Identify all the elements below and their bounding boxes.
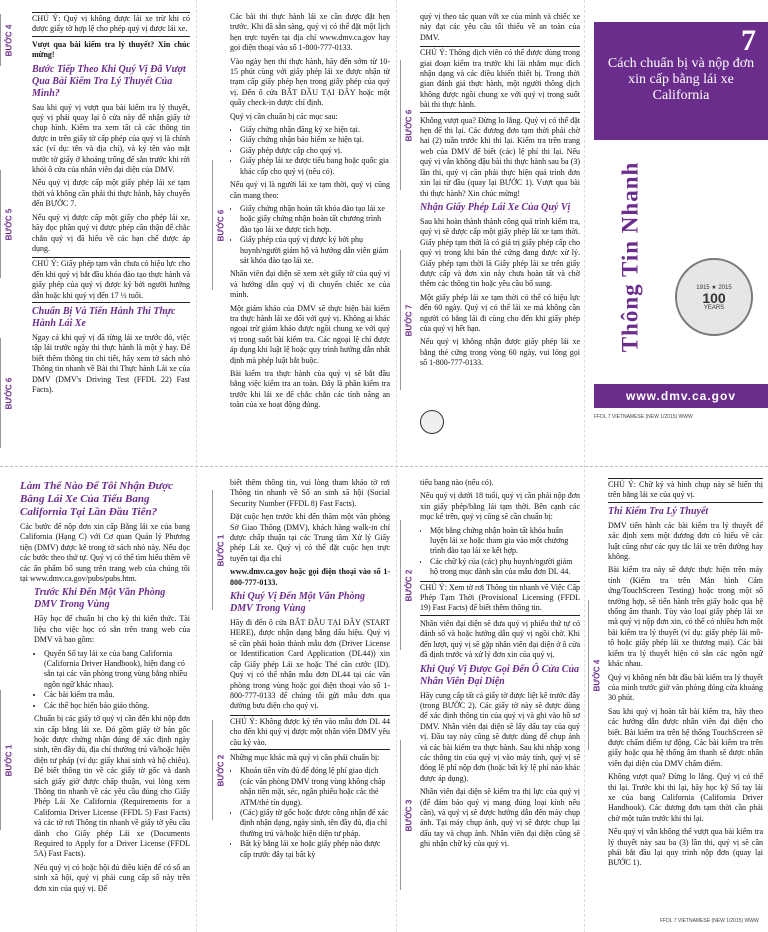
paragraph: Nhân viên đại diện sẽ xem xét giấy tờ của quý vị và hướng dẫn quý vị di chuyển chiếc xe của mình. (230, 269, 390, 300)
list-item: • (Các) giấy tờ gốc hoặc được công nhận để xác định nhận dạng, ngày sinh, tên đầy đủ, địa chỉ thường trú và/hoặc hiện diện tư pháp. (240, 808, 390, 839)
panel-e (230, 478, 390, 928)
paragraph: www.dmv.ca.gov hoặc gọi điện thoại vào số 1-800-777-0133. (230, 567, 390, 587)
paragraph: DMV tiến hành các bài kiểm tra lý thuyết để xác định xem một đương đơn có hiểu về các luật cũng như các quy tắc lái xe trên đường hay không. (608, 520, 763, 562)
fold-line-3 (584, 0, 585, 932)
list-item: • Giấy chứng nhận đăng ký xe hiện tại. (240, 125, 390, 135)
paragraph: Quý vị cần chuẩn bị các mục sau: (230, 111, 338, 121)
step-strip-7: BƯỚC 7 (400, 250, 417, 390)
paragraph: Đặt cuộc hẹn trước khi đến thăm một văn phòng Sở Giao Thông (DMV), khách hàng walk-in chỉ được chấp thuận tại các Trung tâm Xử lý Giấy phép Lái xe. Quý vị có thể đặt cuộc hẹn trực tuyến tại địa chỉ (230, 512, 390, 563)
paragraph: Nhân viên đại diện sẽ đưa quý vị phiếu thứ tự có đánh số và hoặc hướng dẫn quý vị ngồi chờ. Khi đến lượt, quý vị sẽ gặp nhân viên đại diện ở ô cửa đã định trước và xử lý đơn xin của quý vị. (420, 618, 580, 660)
step-strip-4-bottom: BƯỚC 4 (588, 600, 605, 750)
heading-how-to-get-license: Làm Thế Nào Để Tôi Nhận Được Bằng Lái Xe Của Tiểu Bang California Tại Lần Đầu Tiên? (20, 480, 174, 518)
provisional-items-list (420, 526, 580, 578)
paragraph: Không vượt qua? Đừng lo lắng. Quý vị có thể đặt hẹn để thi lại. Các đương đơn tạm thời phải chờ hai (2) tuần trước khi thi lại. Kiểm tra trên trang web của DMV để biết (các) lệ phí thi lại. Nếu quý vị vẫn không đậu bài thi thực hành sau ba (3) lần thi, quý vị cần phải thực hiện quá trình đơn xin lại từ đầu (quay lại BƯỚC 1). Vượt qua bài thi thực hành? Xin chúc mừng! (420, 115, 580, 198)
panel-b (230, 12, 390, 452)
cover-side-title: Thông Tin Nhanh (617, 161, 643, 353)
paragraph: Nếu quý vị không nhận được giấy phép lái xe bằng thẻ cứng trong vòng 60 ngày, vui lòng gọi số 1-800-777-0133. (420, 337, 580, 368)
note-interpreter: CHÚ Ý: Thông dịch viên có thể được dùng trong giai đoạn kiểm tra trước khi lái nhằm mục đích nhận dạng và các điều khiển thiết bị. Trong thời gian đánh giá thực hành, một người thông dịch không được ngồi chung xe với quý vị trong suốt bài thi thực hành. (420, 46, 580, 112)
step-strip-6-left: BƯỚC 6 (0, 338, 17, 448)
paragraph: Sau khi quý vị vượt qua bài kiểm tra lý thuyết, quý vị phải quay lại ô cửa này để nhận giấy tờ chụp hình. Kiểm tra xem tất cả các thông tin được in trên giấy tờ cấp phép của quý vị là chính xác (ví dụ: tên và địa chỉ), và ký tên vào mặt trước tờ giấy ở khoảng trống để sẵn trước khi rời khỏi ô cửa của nhân viên đại diện của DMV. (32, 102, 190, 175)
cover-number: 7 (741, 24, 756, 57)
list-item: • Các bài kiểm tra mẫu. (44, 690, 190, 700)
paragraph: Ngay cả khi quý vị đã từng lái xe trước đó, việc tập lái trước ngày thi thực hành là một ý hay. Để biết thêm thông tin chi tiết, hãy xem tờ sách nhỏ Thông tin nhanh về Bài thi Thực hành Lái xe của DMV (DMV's Driving Test (FFDL 22) Fast Facts). (32, 332, 190, 394)
step-strip-5: BƯỚC 5 (0, 170, 17, 278)
list-item: • Giấy phép của quý vị được ký bởi phụ huynh/người giám hộ và hướng dẫn viên giám sát khóa đào tạo lái xe. (240, 235, 390, 266)
panel-c (420, 12, 580, 407)
heading-get-license: Nhận Giấy Phép Lái Xe Của Quý Vị (420, 201, 571, 213)
step-strip-3: BƯỚC 3 (400, 740, 417, 890)
paragraph: Hãy đi đến ô cửa BẮT ĐẦU TẠI ĐÂY (START HERE), được nhận dạng bằng dấu hiệu. Quý vị sẽ cần phải hoàn thành mẫu đơn (Driver License or Identification Card Application (DL44)) xin cấp Giấy phép Lái xe hoặc Thẻ căn cước (ID). Quý vị có thể nhận mẫu đơn DL44 tại các văn phòng trong vùng hoặc gọi điện thoại vào số 1-800-777-0133 để chúng tôi gửi mẫu đơn qua đường bưu điện cho quý vị. (230, 618, 390, 711)
list-item: • Các chữ ký của (các) phụ huynh/người giám hộ trong mục dành sẵn của mẫu đơn DL 44. (430, 557, 580, 578)
paragraph: Bài kiểm tra thực hành của quý vị sẽ bắt đầu bằng việc kiểm tra an toàn. Đây là phần kiểm tra trước khi lái xe để chắc chắn các tính năng an toàn của xe hoạt động đúng. (230, 369, 390, 410)
panel-a (32, 12, 190, 462)
paragraph: Hãy cung cấp tất cả giấy tờ được liệt kê trước đây (trong BƯỚC 2). Các giấy tờ này sẽ được dùng để xác định thông tin của quý vị và ghi vào hồ sơ DMV. Nhân viên đại diện sẽ lấy dấu tay của quý vị. Đầu tay này cũng sẽ được dùng để chụp ảnh và các bài kiểm tra thực hành. Sau khi nhập xong các thông tin của quý vị vào máy tính, quý vị sẽ đóng lệ phí nộp đơn (hoặc bất kỳ lệ phí nào khác được áp dụng). (420, 690, 580, 783)
heading-drive-test: Chuẩn Bị Và Tiến Hành Thi Thực Hành Lái Xe (32, 305, 176, 329)
list-item: • Giấy phép lái xe được tiểu bang hoặc quốc gia khác cấp cho quý vị (nếu có). (240, 156, 390, 177)
note-permit: CHÚ Ý: Giấy phép tạm vẫn chưa có hiệu lực cho đến khi quý vị bắt đầu khóa đào tạo thực hành và giấy phép của quý vị được ký bởi người hướng dẫn hoặc khi quý vị đến 17 ½ tuổi. (32, 257, 190, 303)
step-strip-6-mid: BƯỚC 6 (212, 160, 229, 290)
paragraph: Các bước để nộp đơn xin cấp Bằng lái xe của bang California (Hạng C) với Cơ quan Quản lý Phương tiện (DMV) được kê trong tờ sách nhỏ này. Nếu đọc các bước theo thứ tự. Quý vị có thể tìm hiểu thêm về các ấn phẩm bổ sung trên trang web của chúng tôi tại www.dmv.ca.gov/pubs/pubs.htm. (20, 522, 190, 584)
fold-line-1 (196, 0, 197, 932)
cover-footer: FFDL 7 VIETNAMESE (NEW 1/2015) WWW (594, 414, 693, 420)
dmv-100-years-badge-icon: 1915 ★ 2015 100 YEARS (675, 258, 753, 336)
horizontal-fold (0, 466, 768, 467)
paragraph: biết thêm thông tin, vui lòng tham khảo tờ rơi Thông tin nhanh về Số an sinh xã hội (Social Security Number (FFDL 8) Fast Facts). (230, 478, 390, 508)
step-strip-6-right: BƯỚC 6 (400, 60, 417, 190)
list-item: • Khoản tiền vừa đủ để đóng lệ phí giao dịch (các văn phòng DMV trong vùng không chấp nhận tiền mặt, séc, ngân phiếu hoặc các thẻ ATM/thẻ tín dụng). (240, 766, 390, 808)
heading-at-dmv-office: Khi Quý Vị Đến Một Văn Phòng DMV Trong Vùng (230, 591, 366, 615)
california-seal-icon (420, 410, 444, 434)
step-strip-2-mid: BƯỚC 2 (212, 720, 229, 820)
step-strip-4-top: BƯỚC 4 (0, 14, 17, 66)
paragraph: Sau khi hoàn thành thành công quá trình kiểm tra, quý vị sẽ được cấp một giấy phép lái xe tạm thời. Giấy phép tạm thời là có giá trị giấy phép cấp cho quý vị trong khi bản thẻ cứng đang được xử lý. Giấy phép tạm thời là Giấy phép lái xe trên giấy được cấp và đơn xin này chưa hoàn tất và chờ thêm các thông tin hoặc yêu cầu bổ sung. (420, 216, 580, 289)
items-list (230, 766, 390, 860)
paragraph: Nếu quý vị dưới 18 tuổi, quý vị cần phải nộp đơn xin giấy phép/bằng lái tạm thời. Bên cạnh các mục kể trên, quý vị cũng sẽ cần chuẩn bị: (420, 491, 580, 522)
heading-called-to-window: Khi Quý Vị Được Gọi Đến Ô Cửa Của Nhân Viên Đại Diện (420, 663, 580, 687)
bottom-footer: FFDL 7 VIETNAMESE (NEW 1/2015) WWW (660, 918, 759, 924)
note-signature-photo: CHÚ Ý: Chữ ký và hình chụp này sẽ hiển thị trên bằng lái xe của quý vị. (608, 478, 763, 503)
study-materials-list (34, 649, 190, 711)
paragraph: Những mục khác mà quý vị cần phải chuẩn bị: (230, 752, 380, 762)
paragraph: Bài kiểm tra này sẽ được thực hiện trên máy tính (Kiểm tra trên Màn hình Cảm ứng/TouchScreen Testing) hoặc trong một số trường hợp, sẽ tiến hành trên giấy hoặc qua hệ thống âm thanh. Tùy vào loại giấy phép lái xe mà quý vị nộp đơn xin, có thể có nhiều hơn một bài kiểm tra lý thuyết (ví dụ: giấy phép lái mô-tô hoặc giấy phép lái xe thương mại). Các bài kiểm tra lý thuyết hiện có sẵn các ngôn ngữ khác nhau. (608, 565, 763, 669)
note-license-validity: CHÚ Ý: Quý vị không được lái xe trừ khi có được giấy tờ hợp lệ cho phép quý vị được lái xe. (32, 12, 190, 37)
heading-after-knowledge-test: Bước Tiếp Theo Khi Quý Vị Đã Vượt Qua Bài Kiểm Tra Lý Thuyết Của Mình? (32, 63, 186, 99)
step-strip-2-right: BƯỚC 2 (400, 520, 417, 650)
paragraph: Nếu quý vị là người lái xe tạm thời, quý vị cũng cần mang theo: (230, 180, 390, 200)
paragraph: Không vượt qua? Đừng lo lắng. Quý vị có thể thi lại. Trước khi thi lại, hãy học kỹ Sổ tay lái xe của bang California (California Driver Handbook). Các đương đơn tạm thời cần phải chờ một tuần trước khi thi lại. (608, 772, 763, 823)
panel-d (20, 478, 190, 928)
step-strip-1-left: BƯỚC 1 (0, 690, 17, 830)
passed-question: Vượt qua bài kiểm tra lý thuyết? Xin chúc mừng! (32, 39, 190, 60)
paragraph: Nếu quý vị được cấp một giấy phép lái xe tạm thời và không cần phải thi thực hành, hãy chuyển đến BƯỚC 7. (32, 178, 190, 209)
heading-knowledge-test: Thi Kiểm Tra Lý Thuyết (608, 505, 709, 517)
list-item: • Giấy phép được cấp cho quý vị. (240, 146, 390, 156)
paragraph: quý vị theo tác quan với xe của mình và chiếc xe này đạt các yêu cầu tối thiểu về an toàn của DMV. (420, 12, 580, 42)
cover-banner (594, 22, 768, 140)
paragraph: Quý vị không nên bắt đầu bài kiểm tra lý thuyết của mình trước giờ văn phòng đóng cửa khoảng 30 phút. (608, 672, 763, 703)
step-strip-1-mid: BƯỚC 1 (212, 490, 229, 610)
paragraph: Nhân viên đại diện sẽ kiểm tra thị lực của quý vị (để đảm bảo quý vị mang đúng loại kính nếu cần), và quý vị sẽ được hướng dẫn đến máy chụp ảnh. Tại máy chụp ảnh, quý vị sẽ được chụp lại dấu tay và chụp ảnh. Nhân viên đại diện cũng sẽ ghi nhận chữ ký của quý vị. (420, 787, 580, 849)
list-item: • Quyển Sổ tay lái xe của bang California (California Driver Handbook), hiện đang có sẵn tại các văn phòng trong vùng bằng nhiều ngôn ngữ khác nhau). (44, 649, 190, 691)
paragraph: Sau khi quý vị hoàn tất bài kiểm tra, hãy theo các hướng dẫn được nhân viên đại diện cho biết. Bài kiểm tra trên hệ thống TouchScreen sẽ được chấm điểm tự động. Các bài kiểm tra trên giấy hoặc qua hệ thống âm thanh sẽ được nhân viên đại diện của DMV chấm điểm. (608, 706, 763, 768)
list-item: • Giấy chứng nhận hoàn tất khóa đào tạo lái xe hoặc giấy chứng nhận hoàn tất chương trình đào tạo lái xe được tích hợp. (240, 204, 390, 235)
paragraph: Chuẩn bị các giấy tờ quý vị cần đến khi nộp đơn xin cấp bằng lái xe. Đó gồm giấy tờ bản gốc hoặc được chứng nhận đúng để xác định ngày sinh, tên đầy đủ, địa chỉ thường trú và/hoặc hiện diện tư pháp (ví dụ: giấy khai sinh và hộ chiếu). Để biết thông tin về các giấy tờ gốc và danh sách giấy giờ được chấp thuận, vui lòng xem Thông tin nhanh về các yêu cầu đúng cho Giấy Phép Lái Xe California (Requirements for a California Driver License (FFDL 5) Fast Facts) và các tờ rơi Thông tin nhanh về giấy tờ yêu cầu dành cho Giấy phép Lái xe (Documents Required to Apply for a Driver License (FFDL 5A) Fast Facts). (34, 714, 190, 859)
paragraph: Hãy học để chuẩn bị cho kỳ thi kiến thức. Tài liệu cho việc học có sẵn trên trang web của DMV và bao gồm: (34, 614, 190, 645)
list-item: • Các thể học hiển báo giáo thông. (44, 701, 190, 711)
paragraph: Nếu quý vị vẫn không thể vượt qua bài kiểm tra lý thuyết này sau ba (3) lần thi, quý vị sẽ cần phải bắt đầu lại quy trình nộp đơn (quay lại BƯỚC 1). (608, 827, 763, 868)
panel-f (420, 478, 580, 928)
list-item: • Một bằng chứng nhận hoàn tất khóa huấn luyện lái xe hoặc tham gia vào một chương trình đào tạo lái xe kết hợp. (430, 526, 580, 557)
list-item: • Bất kỳ bằng lái xe hoặc giấy phép nào được cấp trước đây tại bất kỳ (240, 839, 390, 860)
paragraph: tiểu bang nào (nếu có). (420, 478, 494, 487)
website-url[interactable]: www.dmv.ca.gov (594, 384, 768, 408)
requirements-list (230, 125, 390, 177)
note-do-not-sign: CHÚ Ý: Không được ký tên vào mẫu đơn DL 44 cho đến khi quý vị được một nhân viên DMV yêu cầu ký vào. (230, 715, 390, 750)
paragraph: Các bài thi thực hành lái xe cần được đặt hẹn trước. Khi đã sẵn sàng, quý vị có thể đặt một lịch hẹn trực tuyến tại địa chỉ www.dmv.ca.gov hay gọi điện thoại vào số 1-800-777-0133. (230, 12, 390, 53)
paragraph: Một giám khảo của DMV sẽ thực hiện bài kiểm tra thực hành lái xe đối với quý vị. Không ai khác ngoại trừ giám khảo được ngồi chung xe với quý vị trong suốt bài kiểm tra. Các ngoại lệ chỉ được áp dụng khi luật lệ hoặc quy trình hướng dẫn nhất định mà phép luật bắt buộc. (230, 303, 390, 365)
heading-before-visit: Trước Khi Đến Một Văn Phòng DMV Trong Vùng (34, 587, 166, 611)
paragraph: Nếu quý vị có hoặc hội đủ điều kiện để có số an sinh xã hội, quý vị phải cung cấp số này trên đơn xin của quý vị. Để (34, 862, 190, 893)
provisional-list (230, 204, 390, 266)
list-item: • Giấy chứng nhận bảo hiểm xe hiện tại. (240, 135, 390, 145)
panel-g (608, 478, 763, 916)
paragraph: Nếu quý vị được cấp một giấy cho phép lái xe, hãy đọc phần quý vị được phép cần thận để chắc chắn quý vị đã hiểu về các hạn chế được áp dụng. (32, 212, 190, 253)
fold-line-2 (396, 0, 397, 932)
note-provisional: CHÚ Ý: Xem tờ rơi Thông tin nhanh về Việc Cấp Phép Tạm Thời (Provisional Licensing (FFDL 19) Fast Facts) để biết thêm thông tin. (420, 581, 580, 616)
paragraph: Một giấy phép lái xe tạm thời có thể có hiệu lực đến 60 ngày. Quý vị có thể lái xe mà không cần người có bằng lái đi cùng cho đến khi giấy phép của quý vị hết hạn. (420, 292, 580, 333)
paragraph: Vào ngày hẹn thi thực hành, hãy đến sớm từ 10-15 phút cùng với giấy phép lái xe được nhận từ trạm cấp giấy phép hẹn trong giấy phép của quý vị. Đến ô cửa BẮT ĐẦU TẠI ĐÂY hoặc một quầy check-in được chỉ định. (230, 56, 390, 108)
cover-title: Cách chuẩn bị và nộp đơn xin cấp bằng lái xe California (607, 56, 755, 103)
